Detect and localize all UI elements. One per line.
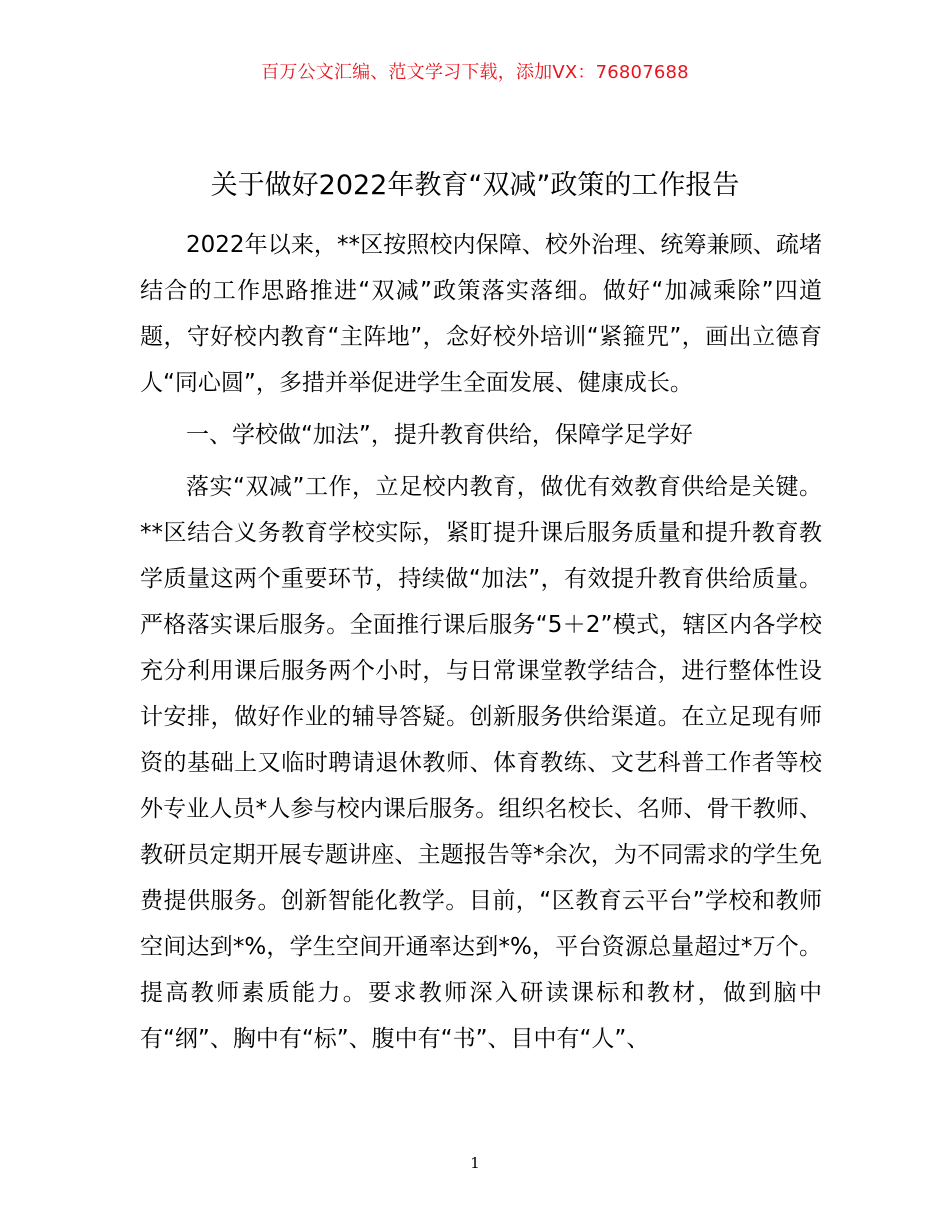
header-banner: 百万公文汇编、范文学习下载，添加VX：76807688 (261, 62, 689, 83)
section-heading: 一、学校做“加法”，提升教育供给，保障学足学好 (186, 422, 693, 448)
paragraph-intro: 2022年以来，**区按照校内保障、校外治理、统筹兼顾、疏堵结合的工作思路推进“双减”政策落实落细。做好“加减乘除”四道题，守好校内教育“主阵地”，念好校外培训“紧箍咒”，画出立德育人“同心圆”，多措并举促进学生全面发展、健康成长。 (140, 232, 822, 396)
paragraph-body: 落实“双减”工作，立足校内教育，做优有效教育供给是关键。**区结合义务教育学校实际，紧盯提升课后服务质量和提升教育教学质量这两个重要环节，持续做“加法”，有效提升教育供给质量。严格落实课后服务。全面推行课后服务“5＋2”模式，辖区内各学校充分利用课后服务两个小时，与日常课堂教学结合，进行整体性设计安排，做好作业的辅导答疑。创新服务供给渠道。在立足现有师资的基础上又临时聘请退休教师、体育教练、文艺科普工作者等校外专业人员*人参与校内课后服务。组织名校长、名师、骨干教师、教研员定期开展专题讲座、主题报告等*余次，为不同需求的学生免费提供服务。创新智能化教学。目前，“区教育云平台”学校和教师空间达到*%，学生空间开通率达到*%，平台资源总量超过*万个。提高教师素质能力。要求教师深入研读课标和教材，做到脑中有“纲”、胸中有“标”、腹中有“书”、目中有“人”、 (140, 474, 822, 1052)
page-number: 1 (470, 1154, 480, 1172)
document-title: 关于做好2022年教育“双减”政策的工作报告 (210, 170, 740, 201)
document-body (140, 222, 822, 1062)
